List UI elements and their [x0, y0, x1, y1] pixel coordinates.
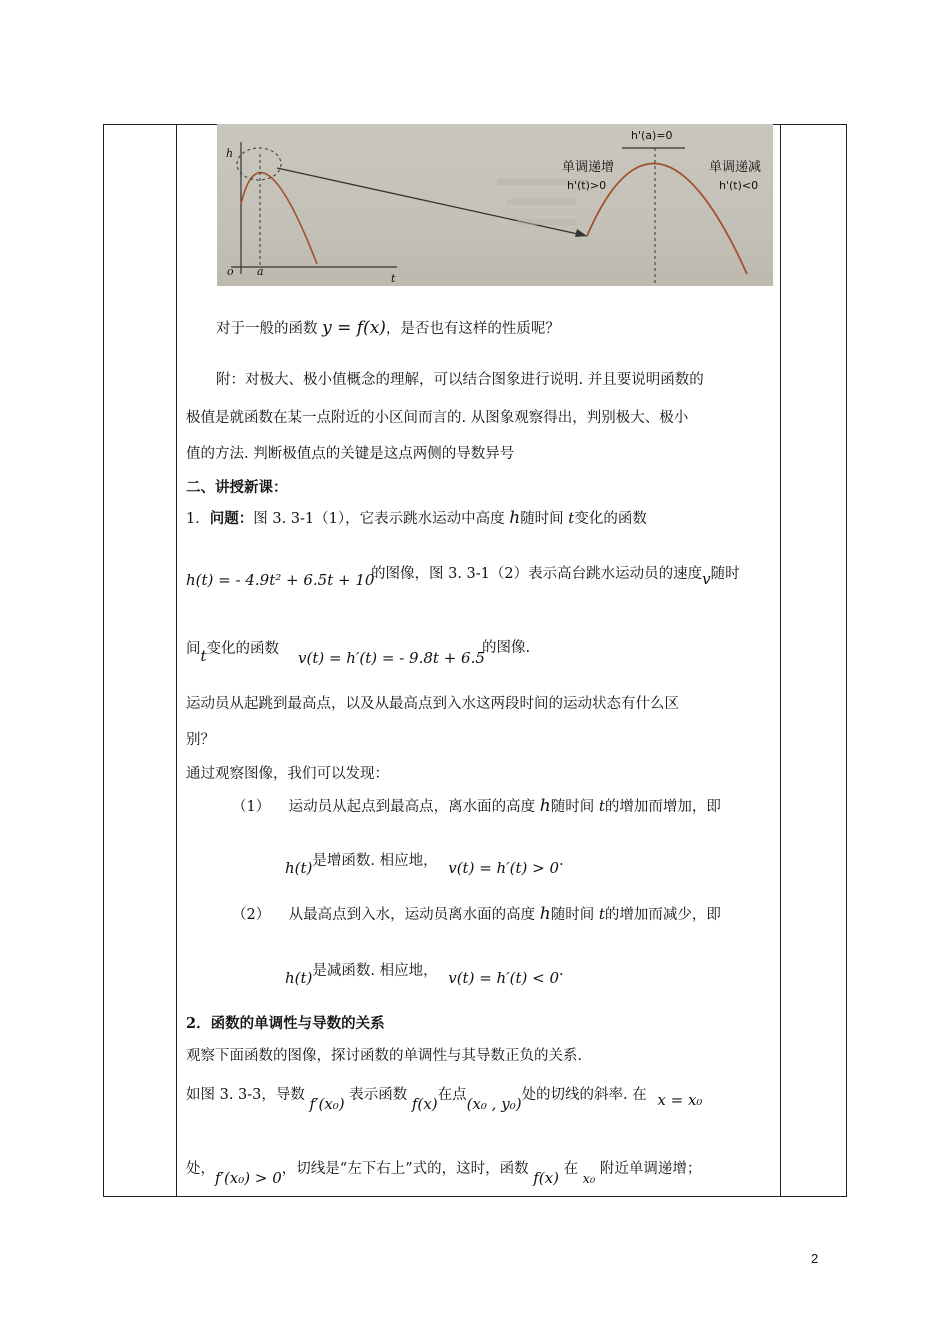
axis-label-h: h [226, 147, 234, 160]
paragraph-general-function [216, 318, 560, 339]
last-f2: f(x) [533, 1169, 559, 1187]
obs1-mid2: 是增函数. 相应地， [312, 853, 438, 869]
last-f3: x₀ [582, 1172, 596, 1187]
last-b: ，切线是“左下右上”式的，这时，函数 [281, 1161, 529, 1177]
figure-3-3-3-line [186, 1084, 703, 1113]
question-2-line-1: 运动员从起跳到最高点，以及从最高点到入水这两段时间的运动状态有什么区 [186, 696, 679, 712]
last-line [186, 1158, 702, 1187]
obs2-end: . [559, 963, 564, 979]
appendix-line-3: 值的方法. 判断极值点的关键是这点两侧的导数异号 [186, 446, 515, 462]
q-num: 1． [186, 511, 210, 527]
increasing-condition: h'(t)>0 [567, 179, 607, 192]
obs2-mid: 随时间 [550, 907, 595, 923]
obs1-end: . [559, 853, 564, 869]
observation-1-line-2 [285, 850, 564, 877]
obs2-t: t [598, 905, 605, 923]
peak-label: h'(a)=0 [631, 129, 673, 142]
q-l1c: 变化的函数 [574, 511, 647, 527]
var-t: t [568, 509, 575, 527]
column-divider-left [176, 125, 177, 1196]
obs2-num: （2） [232, 907, 271, 923]
q-l3b: 变化的函数 [206, 641, 280, 657]
question-line-3 [186, 638, 280, 665]
q-l1a: 图 3. 3-1（1），它表示跳水运动中高度 [253, 511, 505, 527]
page-number: 2 [811, 1251, 819, 1266]
q-l3c: 的图像. [482, 640, 531, 656]
question-2-line-2: 别？ [186, 732, 215, 748]
var-h: h [509, 508, 521, 528]
obs1-text: 运动员从起点到最高点，离水面的高度 [288, 799, 536, 815]
q-l2: 的图像，图 3. 3-1（2）表示高台跳水运动员的速度 [371, 566, 703, 582]
var-t-2: t [200, 647, 207, 665]
fig33-f4: x = x₀ [657, 1091, 703, 1109]
observation-2-line-2 [285, 960, 564, 987]
observe-below-text: 观察下面函数的图像，探讨函数的单调性与其导数正负的关系. [186, 1048, 583, 1064]
obs2-text: 从最高点到入水，运动员离水面的高度 [288, 907, 536, 923]
q-l3a: 间 [186, 641, 201, 657]
axis-label-t: t [391, 272, 396, 285]
obs1-mid: 随时间 [550, 799, 595, 815]
obs1-f2: v(t) = h′(t) > 0 [448, 859, 559, 877]
fig33-b: 表示函数 [349, 1087, 408, 1103]
increasing-label: 单调递增 [562, 160, 615, 175]
p1-tail: ，是否也有这样的性质呢？ [385, 321, 560, 337]
fig33-c: 在点 [437, 1087, 467, 1103]
fig33-d: 处的切线的斜率. 在 [521, 1087, 647, 1103]
fig33-a: 如图 3. 3-3，导数 [186, 1087, 305, 1103]
section-heading-new-lesson: 二、讲授新课： [186, 479, 288, 496]
obs2-tail: 的增加而减少，即 [604, 907, 721, 923]
obs2-f1: h(t) [285, 969, 313, 987]
q-l2b: 随时 [710, 566, 740, 582]
obs1-h: h [539, 796, 551, 816]
formula-y-fx: y = f(x) [322, 318, 386, 338]
fig33-f2: f(x) [411, 1095, 438, 1113]
question-line-1 [186, 508, 647, 529]
obs1-tail: 的增加而增加，即 [604, 799, 721, 815]
last-f1: f′(x₀) > 0 [215, 1169, 282, 1187]
formula-velocity: v(t) = h′(t) = - 9.8t + 6.5 [298, 649, 485, 667]
obs1-num: （1） [232, 799, 271, 815]
fig33-f3: (x₀ , y₀) [466, 1095, 522, 1113]
q-label: 问题： [209, 510, 254, 527]
decreasing-condition: h'(t)<0 [719, 179, 759, 192]
obs1-f1: h(t) [285, 859, 313, 877]
p1-text: 对于一般的函数 [216, 321, 318, 337]
obs2-mid2: 是减函数. 相应地， [312, 963, 438, 979]
decreasing-label: 单调递减 [709, 160, 762, 175]
obs1-t: t [598, 797, 605, 815]
last-c: 在 [563, 1161, 579, 1177]
diving-graph-figure [217, 124, 773, 286]
var-v: v [702, 570, 711, 588]
fig33-f1: f′(x₀) [309, 1095, 345, 1113]
observe-intro: 通过观察图像，我们可以发现： [186, 766, 389, 782]
column-divider-right [780, 125, 781, 1196]
q-l1b: 随时间 [520, 511, 564, 527]
observation-2-line-1 [232, 904, 721, 925]
question-line-2 [371, 563, 740, 588]
last-a: 处， [186, 1161, 215, 1177]
graph-svg [217, 124, 773, 286]
point-label-a: a [257, 265, 264, 278]
obs2-f2: v(t) = h′(t) < 0 [448, 969, 559, 987]
appendix-line-2: 极值是就函数在某一点附近的小区间而言的. 从图象观察得出，判别极大、极小 [186, 410, 689, 426]
section-heading-monotonicity: 2．函数的单调性与导数的关系 [186, 1015, 385, 1032]
obs2-h: h [539, 904, 551, 924]
last-d: 附近单调递增； [599, 1161, 702, 1177]
appendix-line-1: 附：对极大、极小值概念的理解，可以结合图象进行说明. 并且要说明函数的 [216, 372, 704, 388]
origin-label: o [227, 265, 234, 278]
observation-1-line-1 [232, 796, 721, 817]
formula-height: h(t) = - 4.9t² + 6.5t + 10 [186, 571, 375, 589]
